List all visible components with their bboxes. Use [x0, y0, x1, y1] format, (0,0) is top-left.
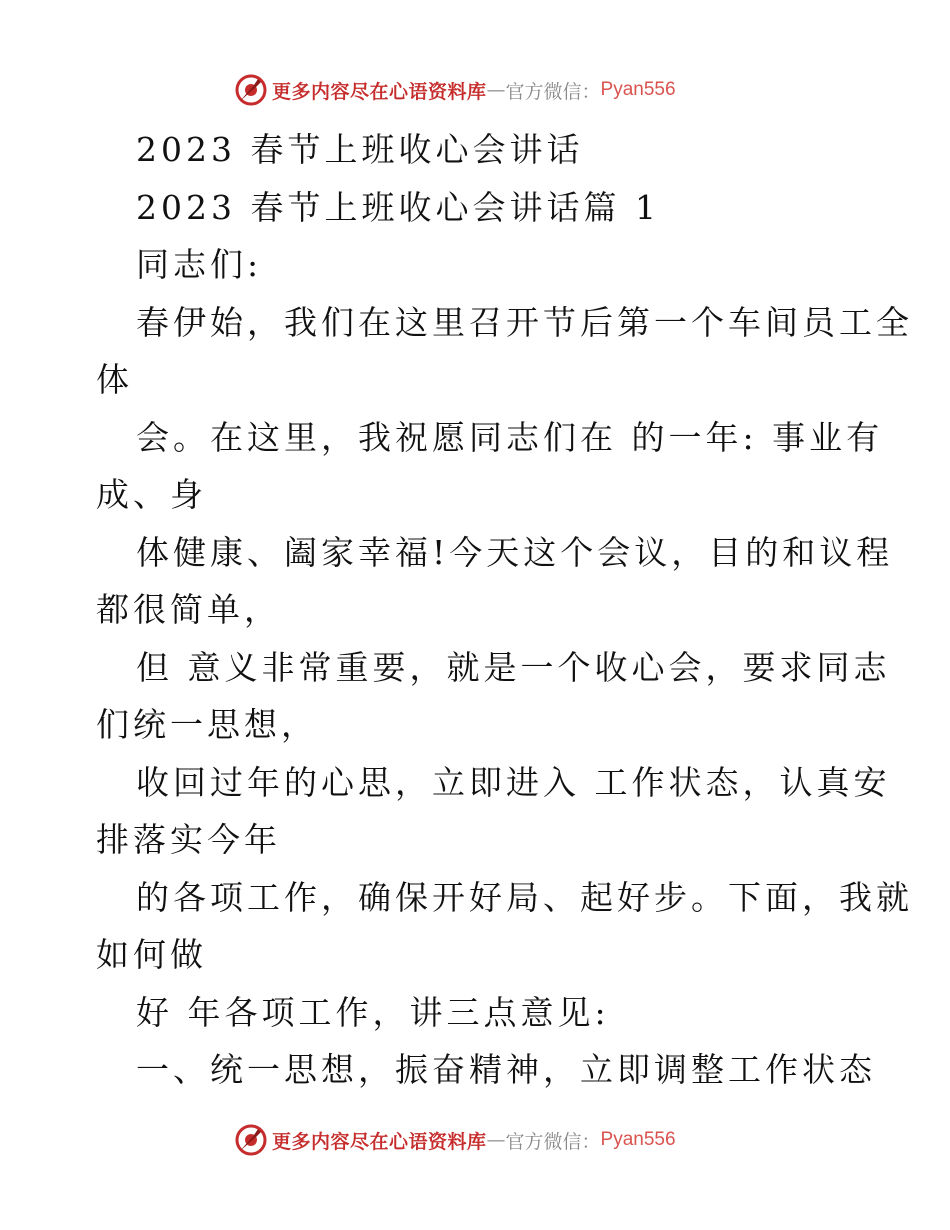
document-line: 都很简单， [96, 590, 281, 629]
document-line: 体 [96, 360, 133, 399]
banner-wechat-label: 官方微信： [505, 80, 601, 103]
document-line: 的各项工作，确保开好局、起好步。下面，我就 [136, 877, 913, 917]
document-line: 会。在这里，我祝愿同志们在 的一年: 事业有 [136, 417, 884, 457]
document-line: 们统一思想， [96, 705, 318, 744]
banner-separator: — [486, 79, 506, 101]
banner-wechat-id: Pyan556 [600, 1129, 676, 1150]
logo-icon [234, 73, 268, 107]
document-line: 体健康、阖家幸福!今天这个会议，目的和议程 [136, 532, 894, 572]
document-line: 如何做 [96, 935, 207, 974]
banner-wechat-label: 官方微信： [505, 1130, 601, 1153]
document-line: 2023 春节上班收心会讲话 [136, 130, 584, 169]
document-line: 排落实今年 [96, 820, 281, 859]
document-line: 春伊始，我们在这里召开节后第一个车间员工全 [136, 302, 913, 342]
document-line: 成、身 [96, 475, 207, 514]
logo-icon [234, 1123, 268, 1157]
header-banner [234, 70, 676, 110]
banner-wechat-id: Pyan556 [600, 79, 676, 100]
banner-separator: — [486, 1129, 506, 1151]
document-body [96, 121, 913, 1099]
banner-slogan: 更多内容尽在心语资料库 [272, 1130, 487, 1153]
document-line: 2023 春节上班收心会讲话篇 1 [136, 187, 660, 227]
document-line: 收回过年的心思，立即进入 工作状态，认真安 [136, 762, 891, 802]
document-line: 好 年各项工作，讲三点意见: [136, 992, 610, 1032]
banner-slogan: 更多内容尽在心语资料库 [272, 80, 487, 103]
document-line: 一、统一思想，振奋精神，立即调整工作状态 [136, 1050, 876, 1089]
document-line: 同志们: [136, 245, 263, 284]
footer-banner [234, 1120, 676, 1160]
document-line: 但 意义非常重要，就是一个收心会，要求同志 [136, 647, 891, 687]
